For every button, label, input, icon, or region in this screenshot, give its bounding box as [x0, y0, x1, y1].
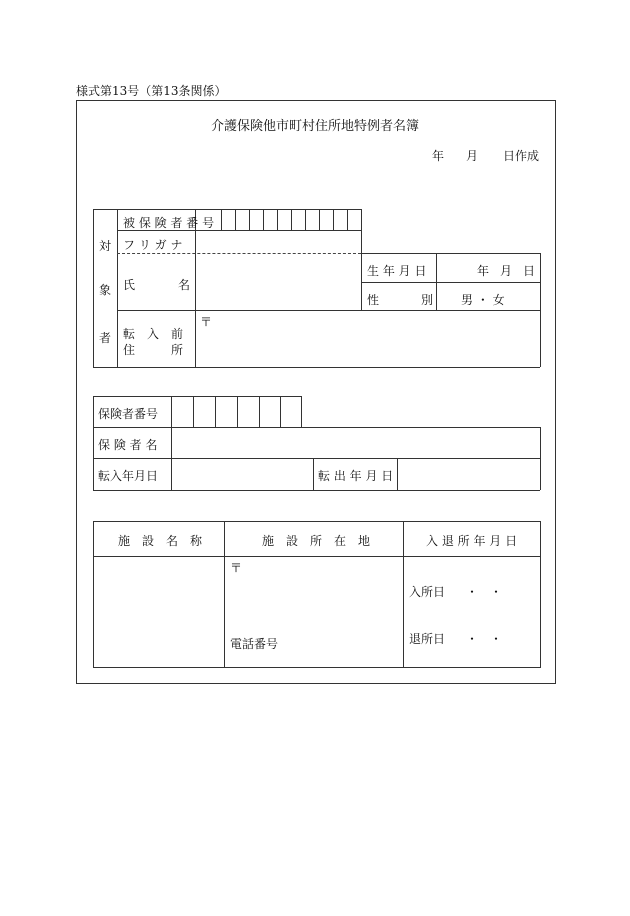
admission-label: 入所日 [409, 585, 446, 599]
form-title: 介護保険他市町村住所地特例者名簿 [210, 119, 419, 134]
sex-value: 男 ・ 女 [461, 293, 505, 307]
facility-location-header: 施 設 所 在 地 [262, 534, 371, 548]
birthdate-label: 生 年 月 日 [367, 264, 427, 278]
birthdate-year: 年 [477, 264, 490, 278]
facility-postal-mark: 〒 [230, 561, 243, 575]
date-day-created: 日作成 [503, 149, 540, 163]
subject-side-label-3: 者 [99, 331, 112, 345]
prev-address-postal-mark: 〒 [200, 315, 213, 329]
move-out-date-label: 転 出 年 月 日 [318, 469, 394, 483]
furigana-label: フ リ ガ ナ [123, 238, 183, 252]
insurer-name-label: 保 険 者 名 [98, 438, 158, 452]
birthdate-month: 月 [500, 264, 513, 278]
discharge-label: 退所日 [409, 632, 446, 646]
facility-dates-header: 入 退 所 年 月 日 [426, 534, 518, 548]
move-in-date-label: 転入年月日 [98, 469, 159, 483]
admission-value: ・ ・ [466, 585, 503, 599]
birthdate-day: 日 [523, 264, 536, 278]
prev-address-label-1: 転 入 前 [123, 327, 184, 341]
name-label-2: 名 [178, 278, 191, 292]
facility-phone-label: 電話番号 [230, 637, 279, 651]
sex-label-2: 別 [421, 293, 434, 307]
insurer-number-label: 保険者番号 [98, 407, 159, 421]
sex-label-1: 性 [367, 293, 380, 307]
prev-address-label-2: 住 所 [123, 343, 184, 357]
name-label-1: 氏 [123, 278, 136, 292]
date-month: 月 [466, 149, 479, 163]
facility-name-header: 施 設 名 称 [118, 534, 203, 548]
date-year: 年 [432, 149, 445, 163]
discharge-value: ・ ・ [466, 632, 503, 646]
insured-number-label: 被 保 険 者 番 号 [123, 216, 215, 230]
form-number-label: 様式第13号（第13条関係） [76, 84, 227, 98]
subject-side-label-1: 対 [99, 239, 112, 253]
subject-side-label-2: 象 [99, 283, 112, 297]
